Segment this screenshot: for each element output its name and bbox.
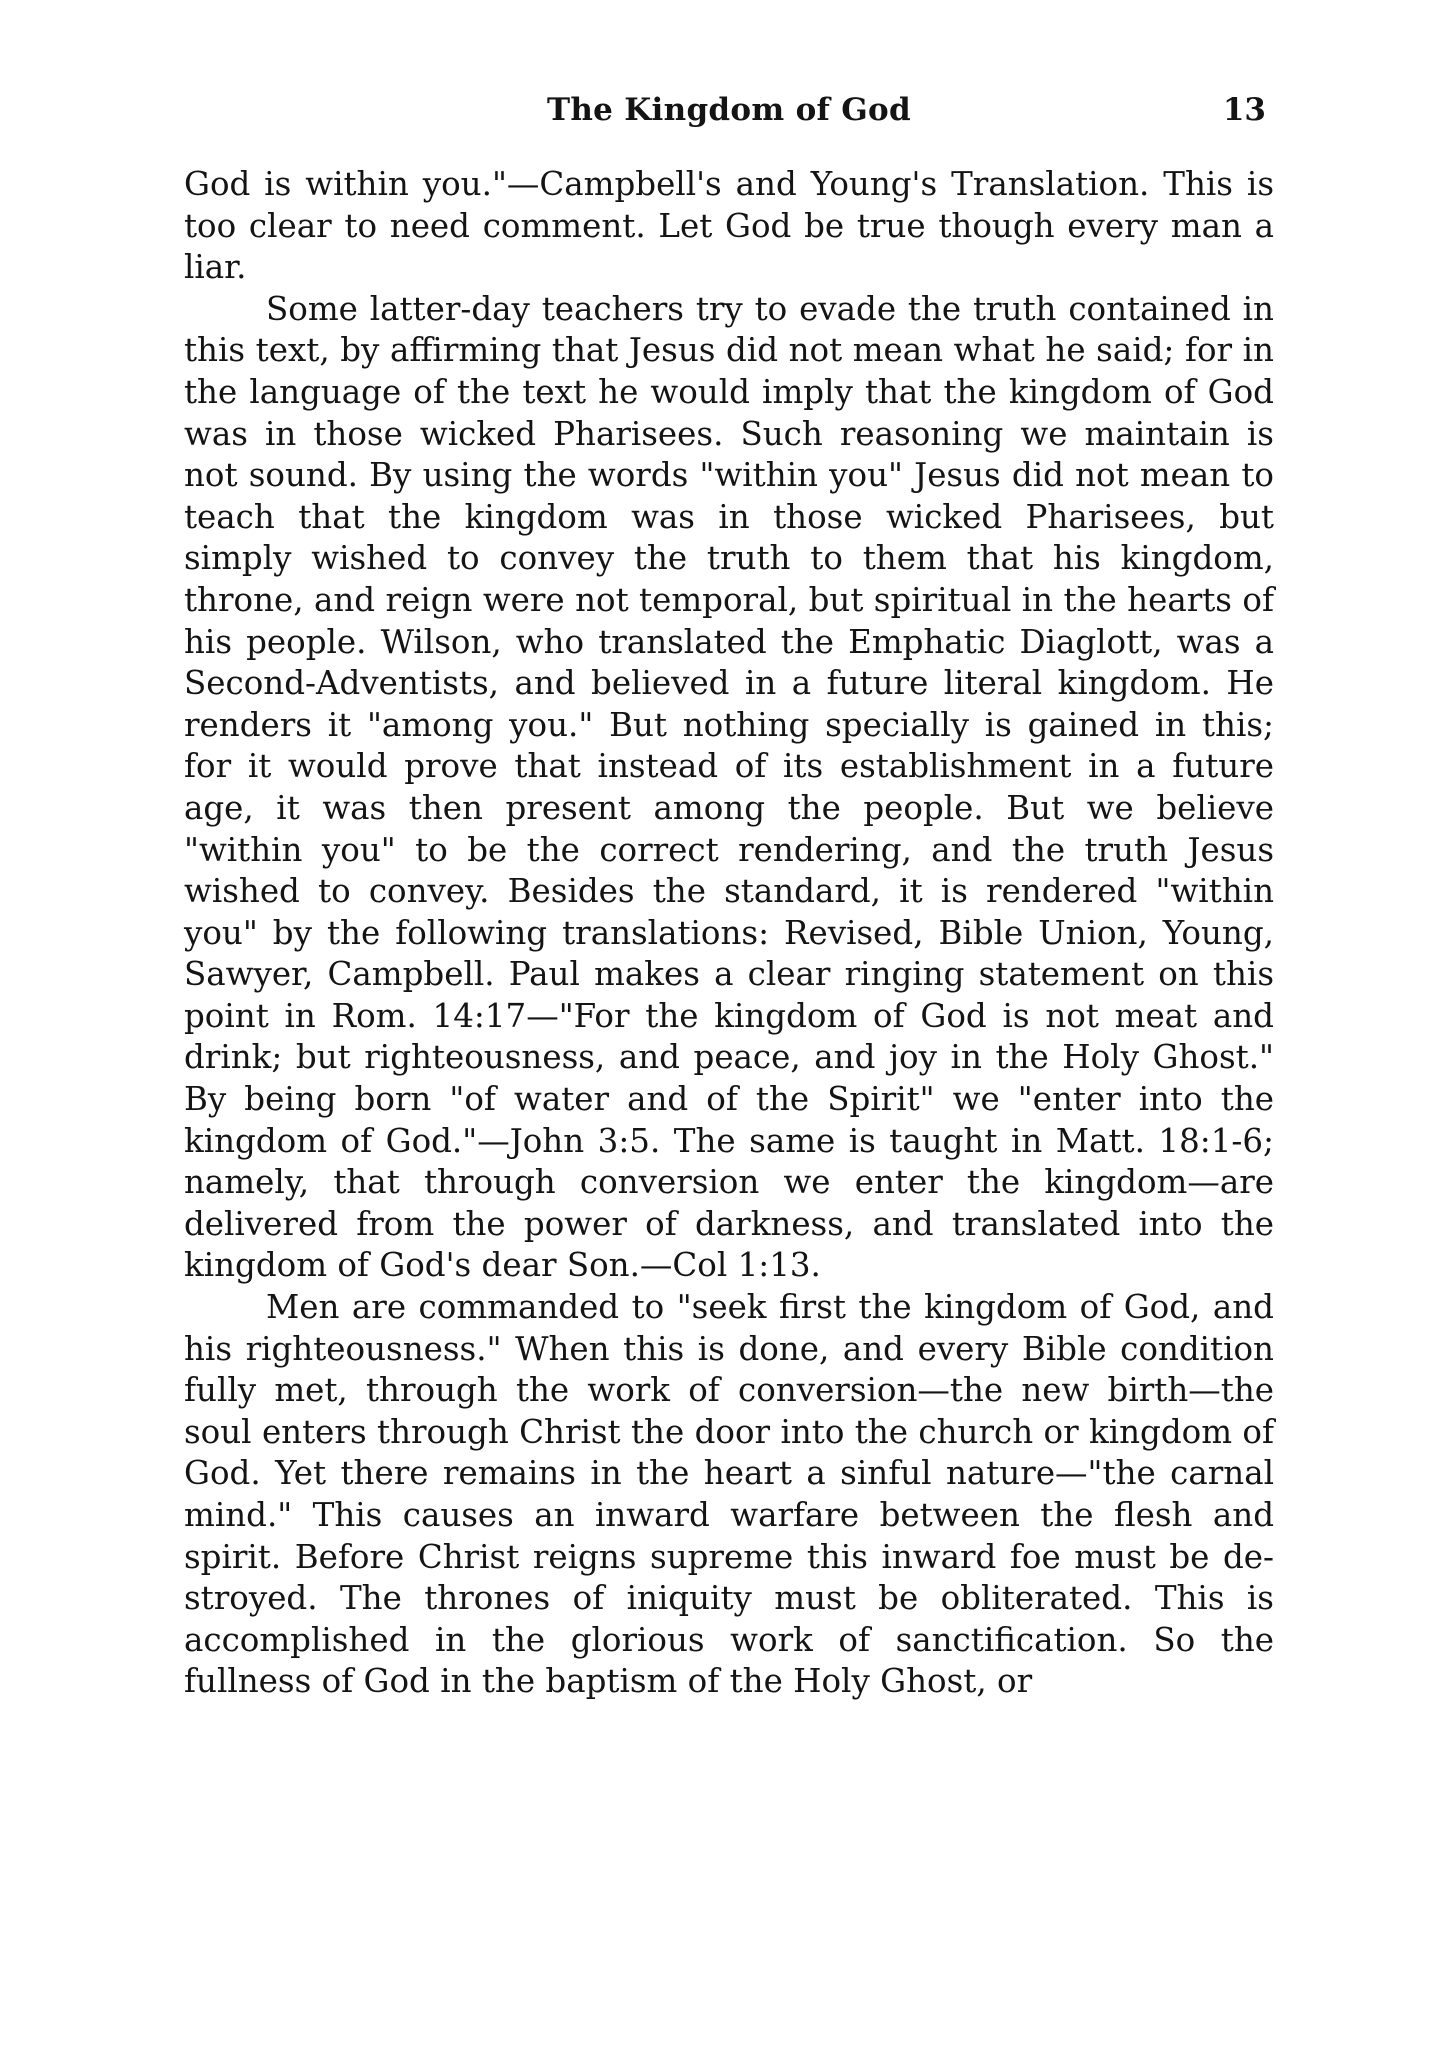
running-title: The Kingdom of God bbox=[546, 92, 912, 128]
page-number: 13 bbox=[1222, 92, 1266, 128]
running-header bbox=[184, 92, 1274, 140]
paragraph-latter-day-teachers: Some latter-day teachers try to evade the truth contained in this text, by affirming that Jesus did not mean what he said; for in the language of the text he would imply that the kingdom of God was in those wicked Pharisees. Such reasoning we maintain is not sound. By using the words "within you" Jesus did not mean to teach that the kingdom was in those wicked Pharisees, but simply wished to convey the truth to them that his kingdom, throne, and reign were not temporal, but spiritual in the hearts of his people. Wilson, who translated the Emphatic Diaglott, was a Second-Adventists, and believed in a future literal kingdom. He renders it "among you." But nothing specially is gained in this; for it would prove that instead of its establishment in a future age, it was then present among the people. But we believe "within you" to be the correct rendering, and the truth Jesus wished to convey. Besides the standard, it is rendered "within you" by the following translations: Revised, Bible Union, Young, Sawyer, Campbell. Paul makes a clear ringing statement on this point in Rom. 14:17—"For the kingdom of God is not meat and drink; but righteousness, and peace, and joy in the Holy Ghost." By being born "of water and of the Spirit" we "enter into the kingdom of God."—John 3:5. The same is taught in Matt. 18:1-6; namely, that through conversion we enter the kingdom—are delivered from the power of darkness, and translated into the kingdom of God's dear Son.—Col 1:13. bbox=[184, 289, 1274, 1285]
paragraph-continued: God is within you."—Campbell's and Young's Translation. This is too clear to need comment. Let God be true though every man a liar. bbox=[184, 165, 1274, 287]
paragraph-seek-first: Men are commanded to "seek first the kingdom of God, and his righteousness." When this is done, and every Bible condition fully met, through the work of conversion—the new birth—the soul enters through Christ the door into the church or kingdom of God. Yet there remains in the heart a sinful nature—"the carnal mind." This causes an inward warfare between the flesh and spirit. Before Christ reigns supreme this inward foe must be destroyed. The thrones of iniquity must be obliterated. This is accomplished in the glorious work of sanctification. So the fullness of God in the baptism of the Holy Ghost, or bbox=[184, 1288, 1274, 1701]
body-text bbox=[184, 164, 1274, 1703]
